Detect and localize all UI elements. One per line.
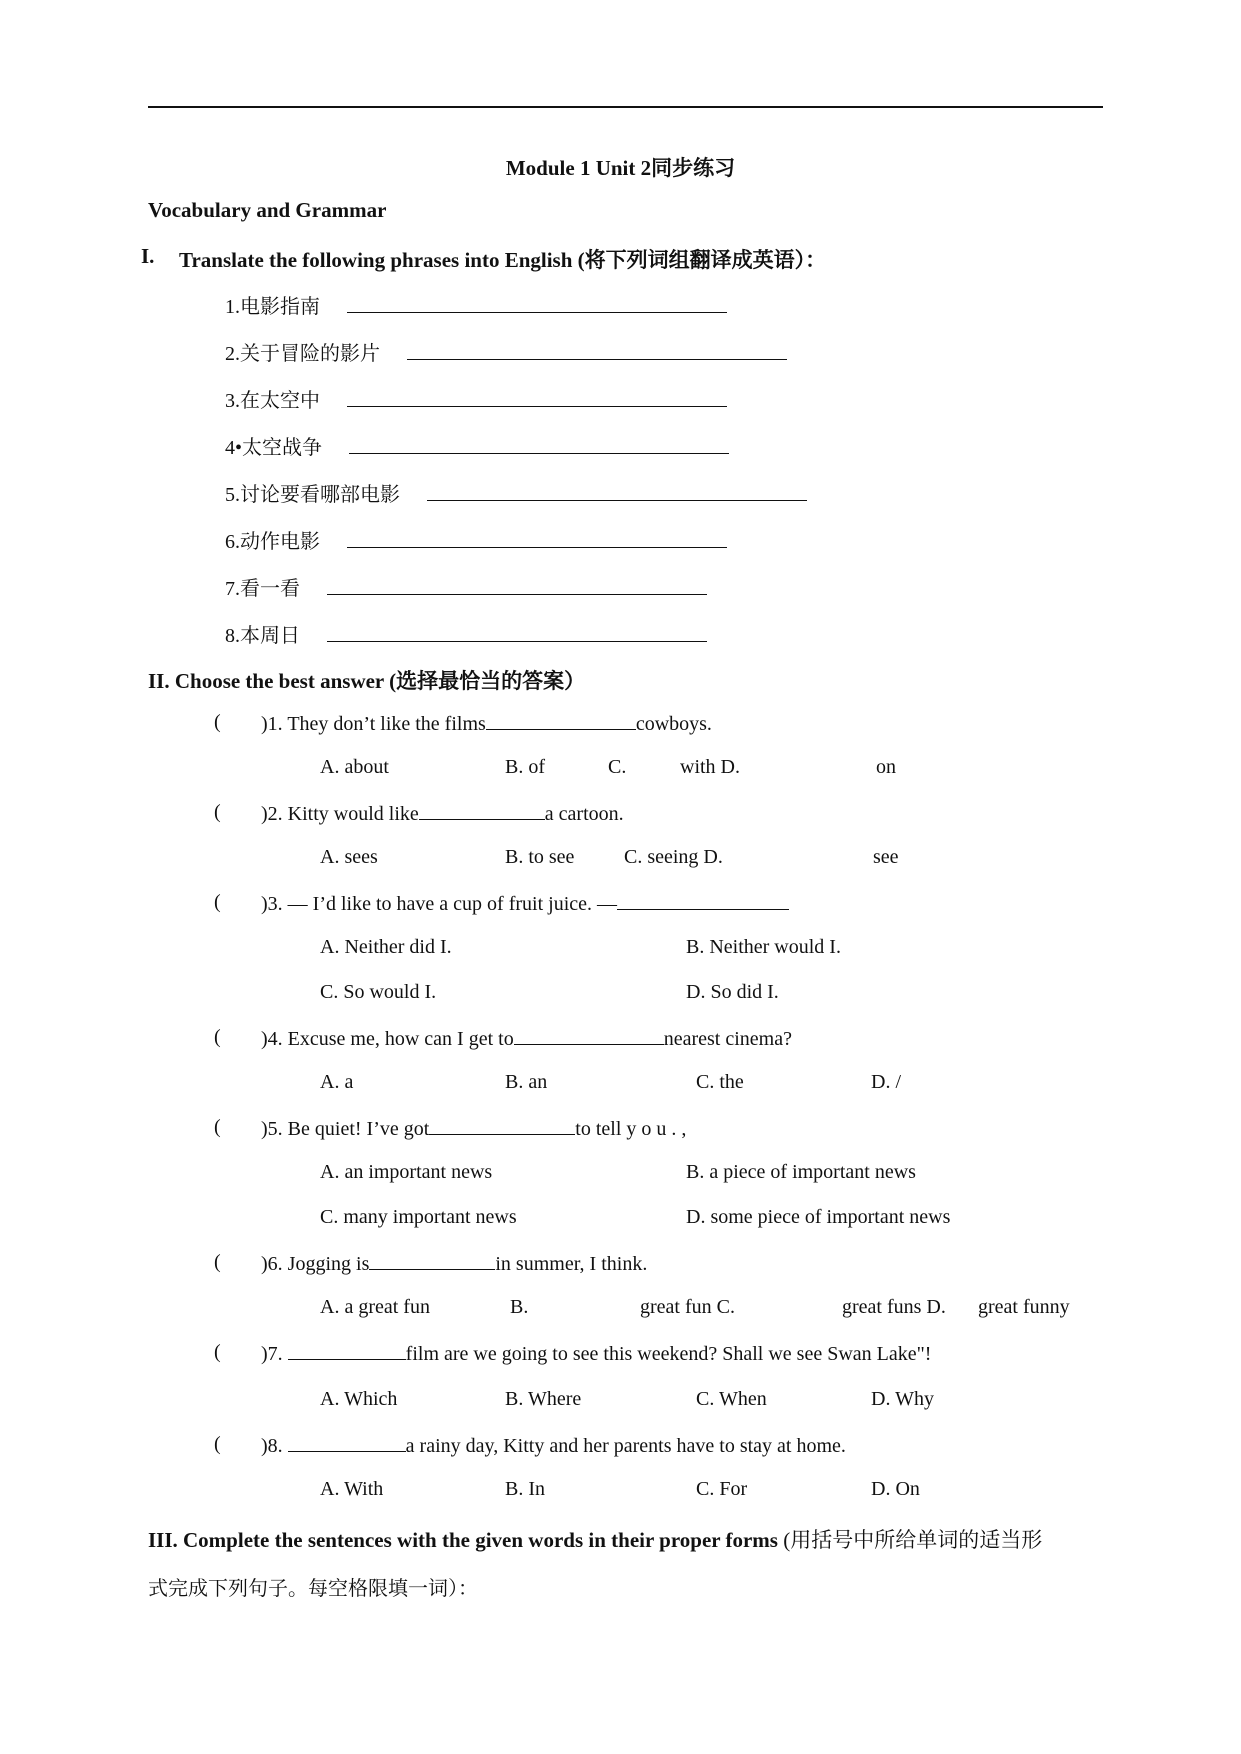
question-text-end: to tell y o u . , <box>575 1118 687 1140</box>
answer-blank[interactable] <box>427 482 807 501</box>
option[interactable]: see <box>873 846 899 868</box>
answer-blank[interactable] <box>486 711 636 730</box>
option[interactable]: B. a piece of important news <box>686 1161 916 1183</box>
header-rule <box>148 106 1103 108</box>
part1-item-label: 7.看一看 <box>225 578 300 600</box>
question-text-end: nearest cinema? <box>663 1028 792 1050</box>
answer-blank[interactable] <box>514 1026 664 1045</box>
option[interactable]: C. the <box>696 1071 744 1093</box>
part1-item-3 <box>225 384 727 413</box>
option[interactable]: A. Neither did I. <box>320 936 452 958</box>
part1-item-4 <box>225 431 729 460</box>
page-title: Module 1 Unit 2同步练习 <box>505 156 736 180</box>
part3-heading <box>148 1524 1042 1554</box>
part1-item-label: 1.电影指南 <box>225 296 320 318</box>
part3-heading-text: III. Complete the sentences with the given words in their proper forms <box>148 1528 778 1552</box>
part1-item-8 <box>225 619 707 648</box>
option[interactable]: A. Which <box>320 1388 398 1410</box>
option[interactable]: D. On <box>871 1478 920 1500</box>
answer-blank[interactable] <box>347 388 727 407</box>
question-number: )6. <box>261 1253 283 1275</box>
option[interactable]: B. <box>510 1296 529 1318</box>
question-text-end: cowboys. <box>635 713 712 735</box>
option[interactable]: A. a <box>320 1071 354 1093</box>
option[interactable]: B. of <box>505 756 545 778</box>
question-paren: ( <box>214 1341 221 1363</box>
option[interactable]: D. / <box>871 1071 901 1093</box>
answer-blank[interactable] <box>429 1116 575 1135</box>
question-paren: ( <box>214 891 221 913</box>
question-paren: ( <box>214 1251 221 1273</box>
option[interactable]: C. When <box>696 1388 767 1410</box>
part1-item-label: 6.动作电影 <box>225 531 320 553</box>
question-number: )4. <box>261 1028 283 1050</box>
option[interactable]: A. about <box>320 756 389 778</box>
option[interactable]: A. a great fun <box>320 1296 430 1318</box>
part1-item-label: 3.在太空中 <box>225 390 320 412</box>
question-4 <box>261 1026 792 1051</box>
question-number: )8. <box>261 1435 283 1457</box>
part1-item-label: 8.本周日 <box>225 625 300 647</box>
answer-blank[interactable] <box>419 801 545 820</box>
question-paren: ( <box>214 1026 221 1048</box>
part1-item-label: 2.关于冒险的影片 <box>225 343 380 365</box>
question-text-end: a cartoon. <box>544 803 624 825</box>
option[interactable]: C. So would I. <box>320 981 437 1003</box>
question-text: — I’d like to have a cup of fruit juice. — <box>287 893 618 915</box>
question-text: Be quiet! I’ve got <box>287 1118 430 1140</box>
answer-blank[interactable] <box>288 1433 406 1452</box>
option[interactable]: with D. <box>680 756 740 778</box>
part2-heading: II. Choose the best answer (选择最恰当的答案） <box>148 669 586 693</box>
option[interactable]: great fun C. <box>640 1296 735 1318</box>
question-text: Jogging is <box>287 1253 370 1275</box>
option[interactable]: B. an <box>505 1071 548 1093</box>
answer-blank[interactable] <box>347 529 727 548</box>
question-text-end: in summer, I think. <box>495 1253 648 1275</box>
answer-blank[interactable] <box>369 1251 495 1270</box>
option[interactable]: great funny <box>978 1296 1070 1318</box>
option[interactable]: C. seeing D. <box>624 846 723 868</box>
question-text-end: film are we going to see this weekend? Shall we see Swan Lake"! <box>405 1343 932 1365</box>
option[interactable]: on <box>876 756 896 778</box>
answer-blank[interactable] <box>407 341 787 360</box>
question-text-end: a rainy day, Kitty and her parents have to stay at home. <box>405 1435 846 1457</box>
question-5 <box>261 1116 686 1141</box>
part3-heading-cn: (用括号中所给单词的适当形 <box>777 1528 1043 1552</box>
option[interactable]: C. For <box>696 1478 748 1500</box>
part3-heading-cont: 式完成下列句子。每空格限填一词）： <box>148 1578 478 1600</box>
question-7 <box>261 1341 931 1366</box>
answer-blank[interactable] <box>327 576 707 595</box>
question-2 <box>261 801 624 826</box>
part1-item-1 <box>225 290 727 319</box>
section-heading: Vocabulary and Grammar <box>148 198 387 222</box>
option[interactable]: B. Where <box>505 1388 582 1410</box>
part1-item-label: 5.讨论要看哪部电影 <box>225 484 400 506</box>
question-paren: ( <box>214 801 221 823</box>
question-3 <box>261 891 789 916</box>
question-number: )1. <box>261 713 283 735</box>
question-paren: ( <box>214 711 221 733</box>
option[interactable]: A. an important news <box>320 1161 493 1183</box>
option[interactable]: B. Neither would I. <box>686 936 841 958</box>
part1-number: I. <box>141 244 155 268</box>
option[interactable]: D. some piece of important news <box>686 1206 951 1228</box>
question-number: )5. <box>261 1118 283 1140</box>
option[interactable]: D. So did I. <box>686 981 779 1003</box>
answer-blank[interactable] <box>327 623 707 642</box>
question-number: )3. <box>261 893 283 915</box>
question-text: Excuse me, how can I get to <box>287 1028 514 1050</box>
answer-blank[interactable] <box>347 294 727 313</box>
option[interactable]: C. <box>608 756 627 778</box>
part1-heading-text: Translate the following phrases into English (将下列词组翻译成英语）： <box>179 248 827 272</box>
part1-item-2 <box>225 337 787 366</box>
question-paren: ( <box>214 1433 221 1455</box>
question-8 <box>261 1433 846 1458</box>
part1-item-5 <box>225 478 807 507</box>
answer-blank[interactable] <box>349 435 729 454</box>
question-1 <box>261 711 712 736</box>
option[interactable]: D. Why <box>871 1388 934 1410</box>
option[interactable]: B. In <box>505 1478 545 1500</box>
option[interactable]: A. With <box>320 1478 384 1500</box>
option[interactable]: great funs D. <box>842 1296 946 1318</box>
part1-item-label: 4•太空战争 <box>225 437 323 459</box>
question-6 <box>261 1251 647 1276</box>
part1-heading <box>179 244 826 274</box>
question-paren: ( <box>214 1116 221 1138</box>
answer-blank[interactable] <box>617 891 789 910</box>
question-text: Kitty would like <box>287 803 419 825</box>
part1-item-6 <box>225 525 727 554</box>
option[interactable]: A. sees <box>320 846 378 868</box>
question-number: )7. <box>261 1343 283 1365</box>
question-number: )2. <box>261 803 283 825</box>
answer-blank[interactable] <box>288 1341 406 1360</box>
question-text: They don’t like the films <box>287 713 486 735</box>
part1-item-7 <box>225 572 707 601</box>
option[interactable]: B. to see <box>505 846 575 868</box>
option[interactable]: C. many important news <box>320 1206 517 1228</box>
